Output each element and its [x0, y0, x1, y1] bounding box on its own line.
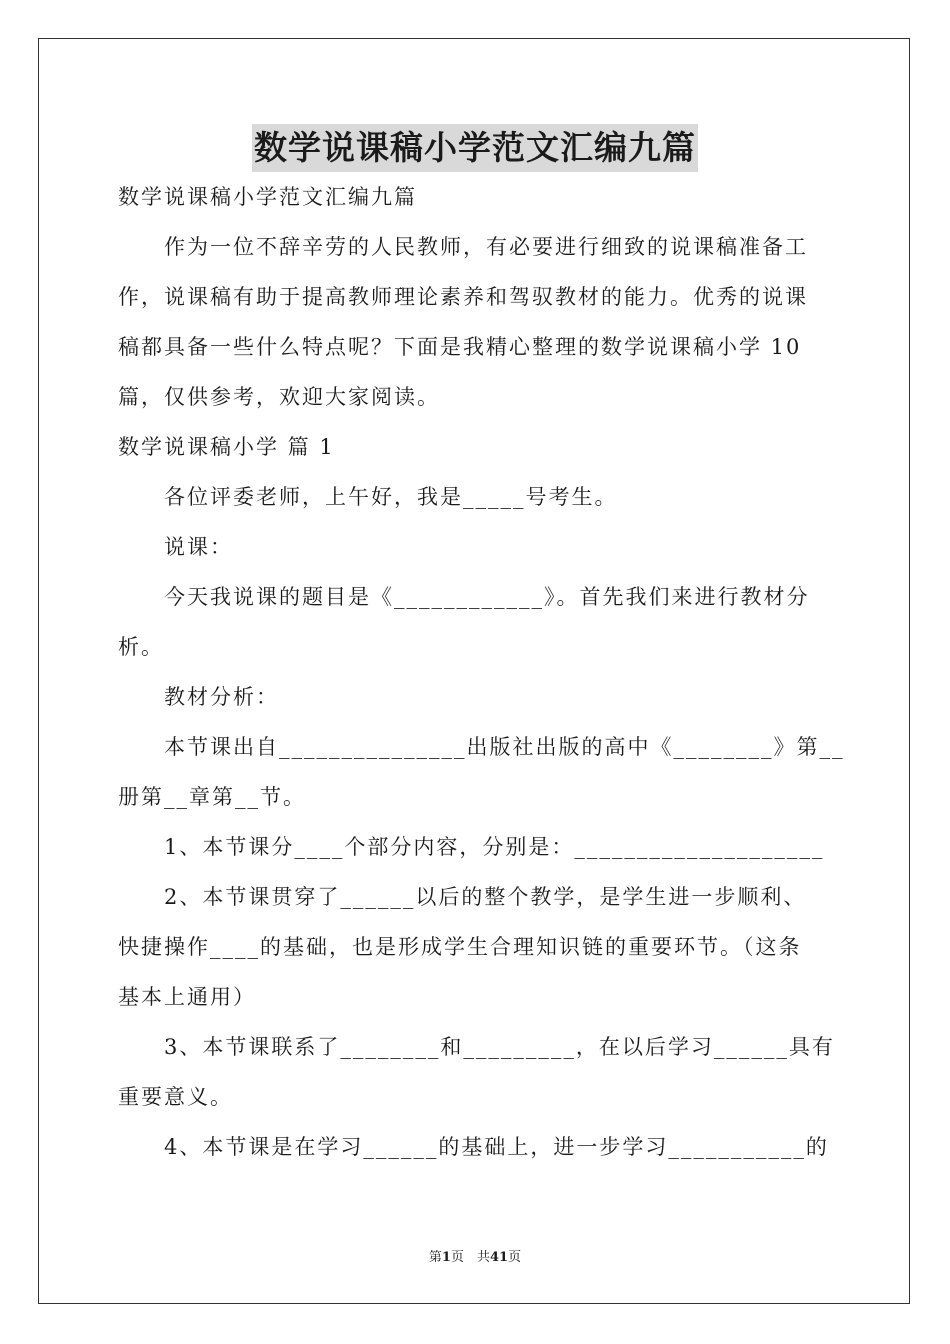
- title-container: [0, 124, 950, 172]
- paragraph-line: 本节课出自_______________出版社出版的高中《________》第__: [164, 735, 845, 759]
- paragraph-line: 基本上通用）: [118, 985, 256, 1009]
- page-footer: [0, 1246, 950, 1265]
- footer-total-pages: 41: [489, 1250, 509, 1265]
- paragraph-line: 重要意义。: [118, 1085, 233, 1109]
- paragraph-line: 册第__章第__节。: [118, 785, 306, 809]
- paragraph-line: 各位评委老师，上午好，我是_____号考生。: [164, 485, 618, 509]
- paragraph-line: 快捷操作____的基础，也是形成学生合理知识链的重要环节。（这条: [118, 935, 802, 959]
- paragraph-line: 作，说课稿有助于提高教师理论素养和驾驭教材的能力。优秀的说课: [118, 285, 808, 309]
- document-body: [118, 172, 845, 1172]
- paragraph-line: 今天我说课的题目是《____________》。首先我们来进行教材分: [164, 585, 810, 609]
- document-title: 数学说课稿小学范文汇编九篇: [252, 124, 698, 172]
- paragraph-line: 数学说课稿小学 篇 1: [118, 435, 335, 459]
- paragraph-line: 析。: [118, 635, 164, 659]
- footer-page-suffix: 页: [508, 1250, 522, 1265]
- paragraph-line: 篇，仅供参考，欢迎大家阅读。: [118, 385, 440, 409]
- paragraph-line: 1、本节课分____个部分内容，分别是：____________________: [164, 835, 825, 859]
- paragraph-line: 数学说课稿小学范文汇编九篇: [118, 185, 417, 209]
- paragraph-line: 教材分析：: [164, 685, 279, 709]
- footer-current-page: 1: [441, 1250, 451, 1265]
- paragraph-line: 2、本节课贯穿了______以后的整个教学，是学生进一步顺利、: [164, 885, 807, 909]
- footer-page-prefix: 第: [428, 1250, 442, 1265]
- footer-page-mid: 页 共: [450, 1250, 490, 1265]
- paragraph-line: 说课：: [164, 535, 233, 559]
- paragraph-line: 4、本节课是在学习______的基础上，进一步学习___________的: [164, 1135, 829, 1159]
- paragraph-line: 作为一位不辞辛劳的人民教师，有必要进行细致的说课稿准备工: [164, 235, 808, 259]
- paragraph-line: 3、本节课联系了________和_________，在以后学习______具有: [164, 1035, 835, 1059]
- paragraph-line: 稿都具备一些什么特点呢？下面是我精心整理的数学说课稿小学 10: [118, 335, 802, 359]
